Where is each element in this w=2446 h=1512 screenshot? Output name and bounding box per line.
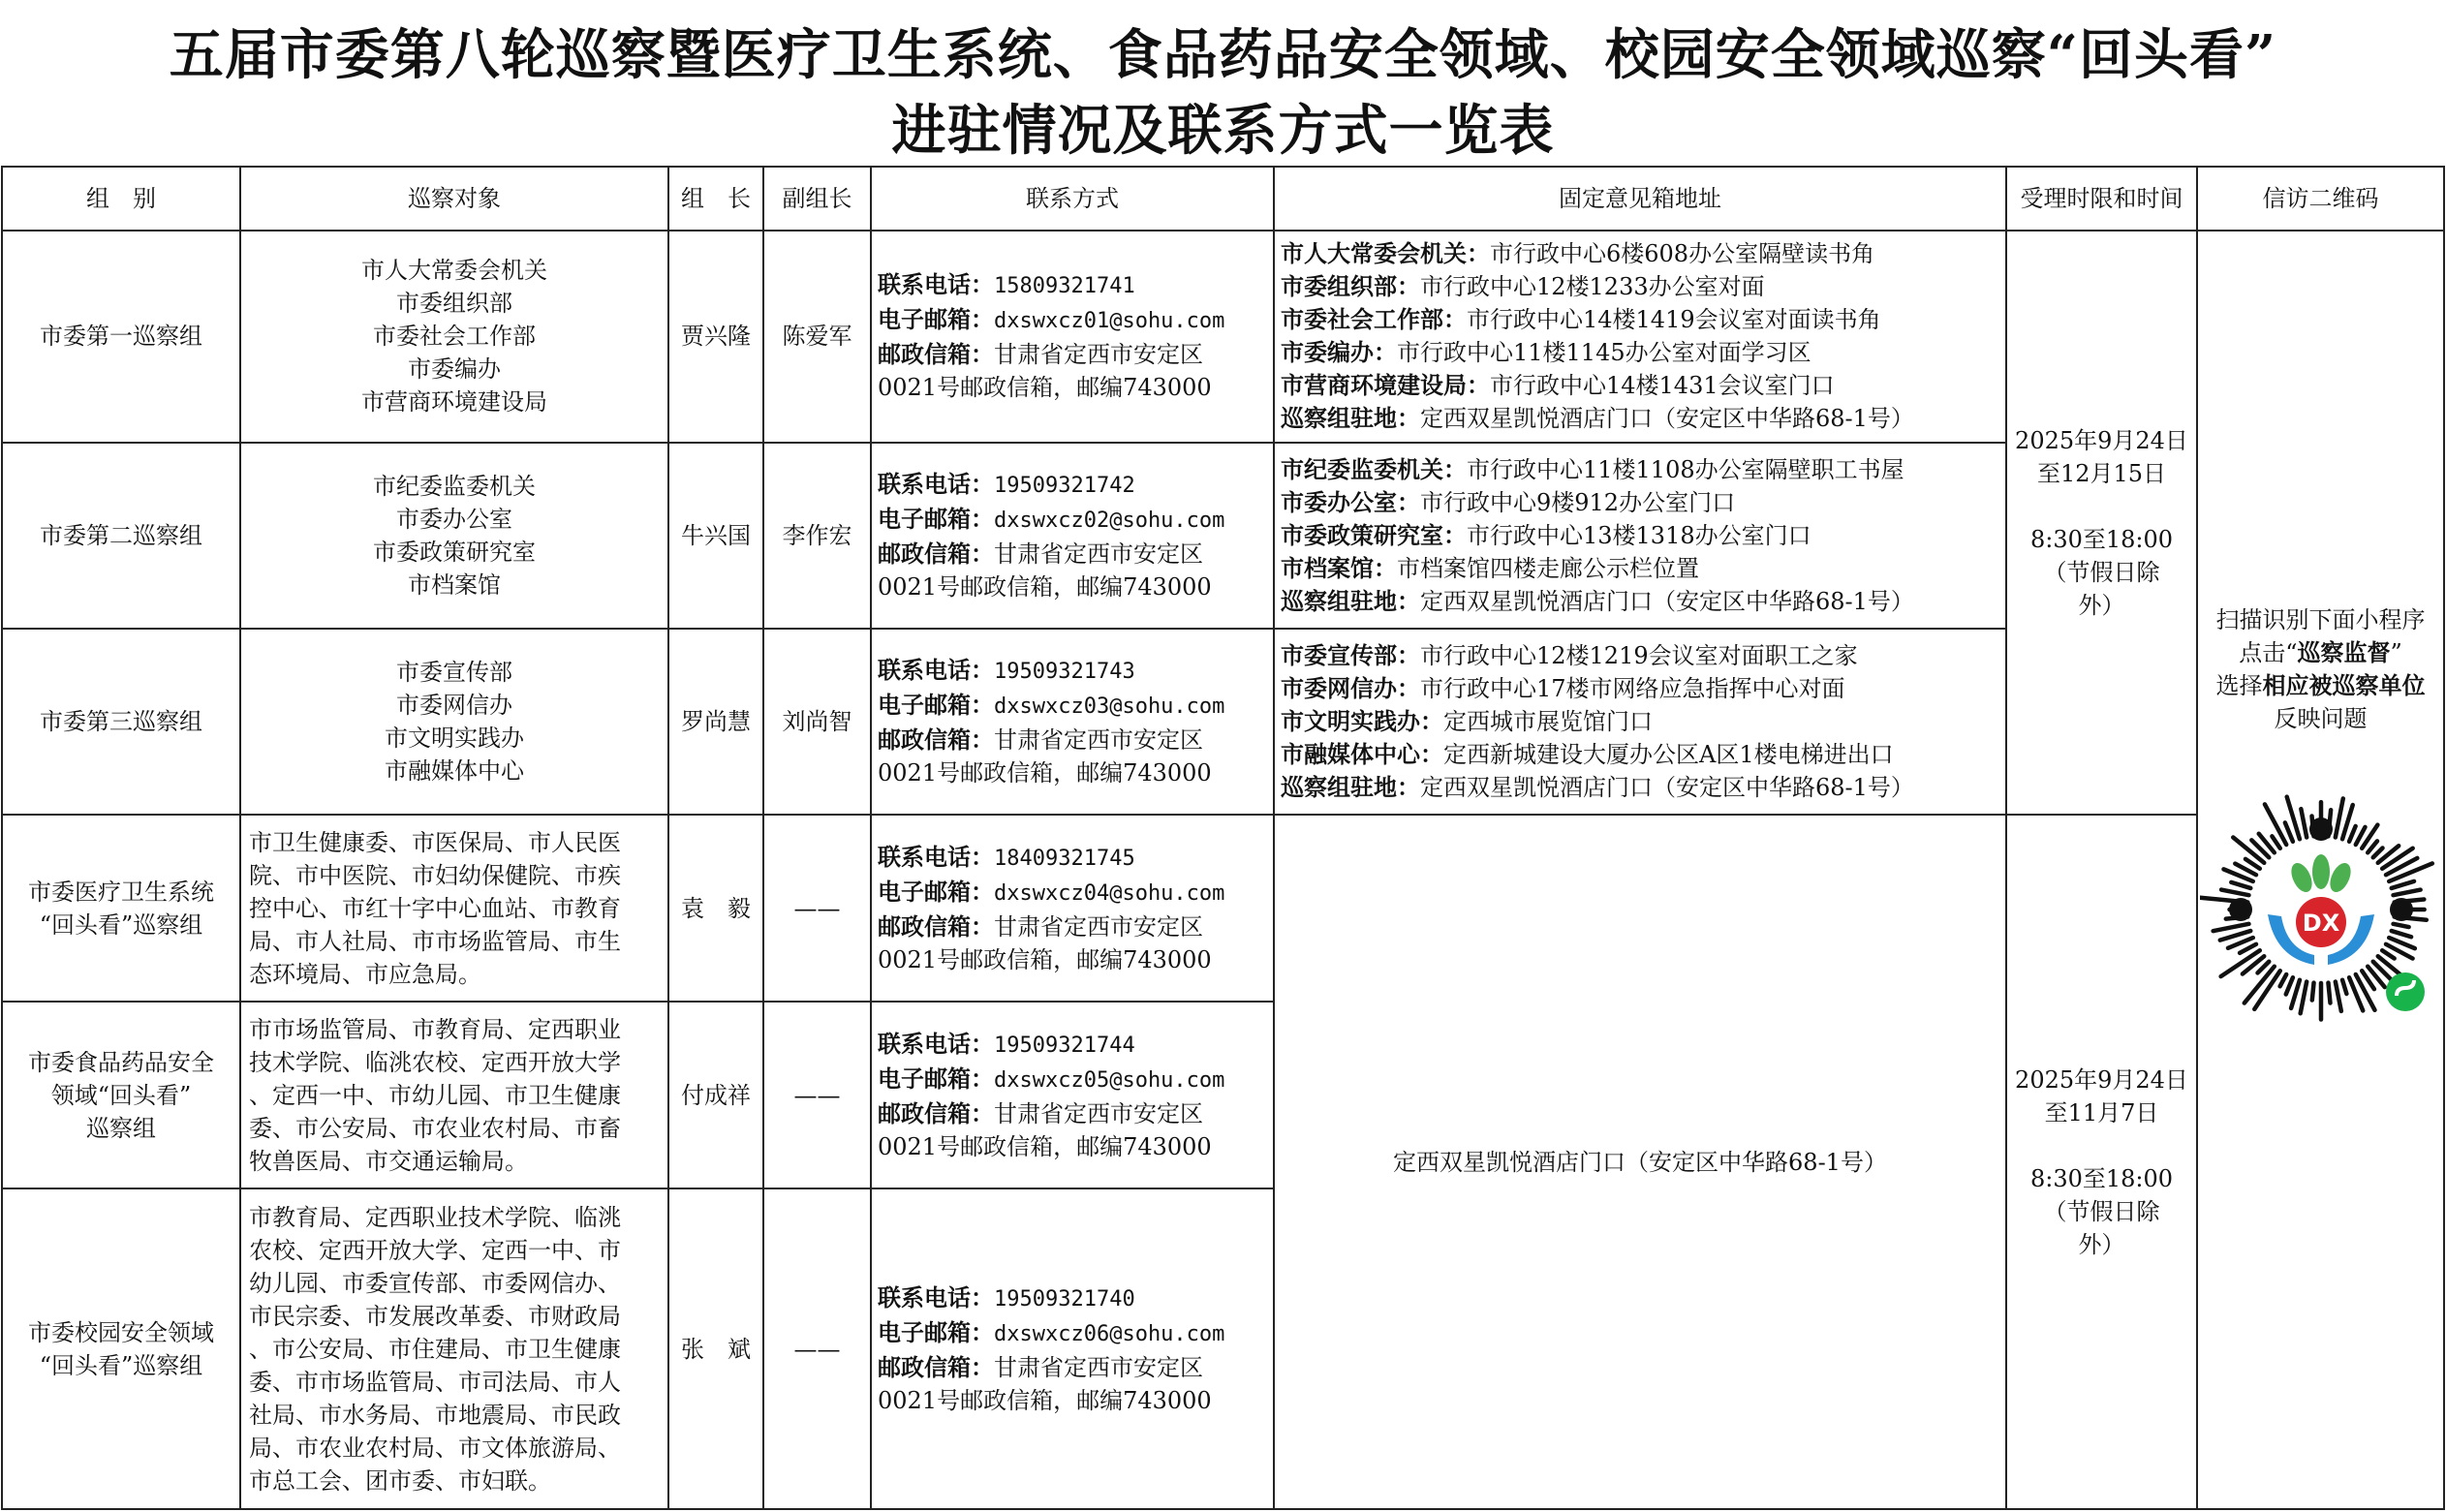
qr-ray <box>2349 826 2356 842</box>
mini-program-icon <box>2386 972 2425 1011</box>
target-line: 市总工会、团市委、市妇联。 <box>249 1466 551 1495</box>
contact-cell <box>871 815 1274 1001</box>
qr-line-1: 扫描识别下面小程序 <box>2215 606 2426 634</box>
mailbox-value: 市行政中心17楼市网络应急指挥中心对面 <box>1420 675 1845 703</box>
mailbox-key: 巡察组驻地： <box>1281 586 1420 615</box>
post-address-1: 甘肃省定西市安定区 <box>994 341 1203 369</box>
post-address-1: 甘肃省定西市安定区 <box>994 912 1203 941</box>
deputy-cell: 李作宏 <box>763 443 871 629</box>
mailbox-key: 市纪委监委机关： <box>1281 454 1467 483</box>
phone-label: 联系电话： <box>878 1029 994 1058</box>
post-address-2: 0021号邮政信箱，邮编743000 <box>878 945 1212 973</box>
header-deputy: 副组长 <box>763 167 871 231</box>
mailbox-key: 市委宣传部： <box>1281 641 1420 670</box>
mini-program-qr-code[interactable] <box>2200 788 2442 1031</box>
target-line: 委、市市场监管局、市司法局、市人 <box>249 1368 621 1396</box>
qr-anchor-top <box>2309 818 2333 841</box>
email-address[interactable]: dxswxcz02@sohu.com <box>994 508 1225 533</box>
qr-line-4: 反映问题 <box>2274 705 2368 733</box>
leaf-icon <box>2312 854 2330 889</box>
phone-label: 联系电话： <box>878 270 994 299</box>
group-cell: 市委第一巡察组 <box>2 231 240 442</box>
contact-cell <box>871 629 1274 815</box>
target-item: 市人大常委会机关 <box>361 257 547 285</box>
mailbox-value: 市行政中心11楼1145办公室对面学习区 <box>1397 339 1811 367</box>
group-name-line: 市委食品药品安全 <box>28 1048 214 1076</box>
target-line: 农校、定西开放大学、定西一中、市 <box>249 1236 621 1264</box>
mailbox-key: 市委政策研究室： <box>1281 520 1467 549</box>
header-leader: 组 长 <box>668 167 763 231</box>
mailbox-key: 市人大常委会机关： <box>1281 239 1490 268</box>
time-date: 2025年9月24日 <box>2015 426 2188 454</box>
target-item: 市委办公室 <box>396 505 512 533</box>
post-address-2: 0021号邮政信箱，邮编743000 <box>878 1386 1212 1414</box>
header-group: 组 别 <box>2 167 240 231</box>
qr-ray <box>2328 983 2330 1003</box>
mailbox-key: 市委编办： <box>1281 338 1397 367</box>
target-item: 市委宣传部 <box>396 659 512 687</box>
phone-number[interactable]: 15809321741 <box>994 274 1135 299</box>
post-address-1: 甘肃省定西市安定区 <box>994 726 1203 755</box>
target-item: 市纪委监委机关 <box>373 472 536 500</box>
mailbox-key: 市委网信办： <box>1281 674 1420 703</box>
mailbox-key: 市融媒体中心： <box>1281 740 1443 769</box>
contact-cell <box>871 443 1274 629</box>
group-name-line: “回头看”巡察组 <box>39 910 203 939</box>
mailbox-value: 市行政中心14楼1431会议室门口 <box>1490 372 1835 400</box>
group-cell: 市委第三巡察组 <box>2 629 240 815</box>
header-targets: 巡察对象 <box>240 167 668 231</box>
dx-logo-text: DX <box>2302 910 2339 938</box>
table-row <box>2 815 2444 1001</box>
target-line: 控中心、市红十字中心血站、市教育 <box>249 894 621 922</box>
mailbox-key: 市委组织部： <box>1281 272 1420 301</box>
phone-label: 联系电话： <box>878 469 994 498</box>
table-row <box>2 231 2444 442</box>
mailbox-key: 市营商环境建设局： <box>1281 371 1490 400</box>
qr-ray <box>2272 836 2279 848</box>
email-address[interactable]: dxswxcz01@sohu.com <box>994 309 1225 334</box>
phone-number[interactable]: 18409321745 <box>994 846 1135 871</box>
time-hours: 8:30至18:00 <box>2029 1164 2174 1192</box>
target-item: 市委社会工作部 <box>373 323 536 351</box>
mailbox-cell <box>1274 629 2006 815</box>
target-item: 市委网信办 <box>396 692 512 720</box>
header-contact: 联系方式 <box>871 167 1274 231</box>
target-item: 市委政策研究室 <box>373 538 536 566</box>
qr-ray <box>2311 983 2313 1001</box>
email-label: 电子邮箱： <box>878 305 994 334</box>
targets-cell <box>240 231 668 442</box>
qr-ray <box>2368 841 2377 852</box>
mailbox-value: 市行政中心6楼608办公室隔壁读书角 <box>1490 240 1875 268</box>
group-name-line: 市委校园安全领域 <box>28 1318 214 1346</box>
target-line: 市市场监管局、市教育局、定西职业 <box>249 1015 621 1043</box>
email-address[interactable]: dxswxcz05@sohu.com <box>994 1067 1225 1093</box>
qr-ray <box>2279 974 2286 986</box>
mailbox-key: 市委社会工作部： <box>1281 305 1467 334</box>
qr-line-2b: 巡察监督 <box>2297 638 2391 667</box>
mailbox-value: 定西新城建设大厦办公区A区1楼电梯进出口 <box>1443 741 1894 769</box>
time-date: 2025年9月24日 <box>2015 1065 2188 1094</box>
qr-line-2a: 点击“ <box>2239 639 2298 667</box>
qr-ray <box>2301 809 2307 837</box>
qr-ray <box>2389 864 2432 881</box>
mailbox-value: 市行政中心11楼1108办公室隔壁职工书屋 <box>1467 455 1904 483</box>
group-name-line: 市委医疗卫生系统 <box>28 878 214 906</box>
leader-cell: 付成祥 <box>668 1002 763 1188</box>
leader-cell: 袁 毅 <box>668 815 763 1001</box>
shared-mailbox-cell: 定西双星凯悦酒店门口（安定区中华路68-1号） <box>1274 815 2006 1509</box>
deputy-cell: 刘尚智 <box>763 629 871 815</box>
mailbox-value: 市行政中心12楼1233办公室对面 <box>1420 273 1765 301</box>
target-line: 局、市农业农村局、市文体旅游局、 <box>249 1434 621 1462</box>
qr-ray <box>2240 944 2256 953</box>
targets-cell <box>240 629 668 815</box>
leader-cell: 牛兴国 <box>668 443 763 629</box>
group-cell <box>2 1002 240 1188</box>
phone-label: 联系电话： <box>878 656 994 685</box>
post-label: 邮政信箱： <box>878 1098 994 1127</box>
email-address[interactable]: dxswxcz04@sohu.com <box>994 880 1225 906</box>
target-line: 院、市中医院、市妇幼保健院、市疾 <box>249 861 621 889</box>
qr-ray <box>2382 950 2394 958</box>
mailbox-value: 市行政中心14楼1419会议室对面读书角 <box>1467 306 1881 334</box>
email-label: 电子邮箱： <box>878 504 994 533</box>
post-address-1: 甘肃省定西市安定区 <box>994 1099 1203 1127</box>
group-name-line: 巡察组 <box>86 1114 156 1142</box>
target-line: 、市公安局、市住建局、市卫生健康 <box>249 1335 621 1363</box>
mailbox-value: 市行政中心9楼912办公室门口 <box>1420 488 1736 516</box>
header-mailbox: 固定意见箱地址 <box>1274 167 2006 231</box>
title-line-2: 进驻情况及联系方式一览表 <box>891 99 1555 163</box>
time-note: （节假日除 <box>2043 558 2160 586</box>
qr-ray <box>2257 962 2269 973</box>
post-address-1: 甘肃省定西市安定区 <box>994 1353 1203 1381</box>
mailbox-key: 市文明实践办： <box>1281 707 1443 736</box>
post-label: 邮政信箱： <box>878 1352 994 1381</box>
leader-cell: 贾兴隆 <box>668 231 763 442</box>
target-line: 社局、市水务局、市地震局、市民政 <box>249 1401 621 1429</box>
target-item: 市委组织部 <box>396 290 512 318</box>
phone-label: 联系电话： <box>878 842 994 871</box>
target-line: 市教育局、定西职业技术学院、临洮 <box>249 1203 621 1231</box>
post-address-2: 0021号邮政信箱，邮编743000 <box>878 1132 1212 1160</box>
targets-cell <box>240 815 668 1001</box>
mailbox-value: 市行政中心13楼1318办公室门口 <box>1467 521 1811 549</box>
qr-line-2c: ” <box>2390 639 2402 667</box>
qr-ray <box>2382 849 2412 869</box>
qr-ray <box>2213 924 2248 931</box>
group-name-line: “回头看”巡察组 <box>39 1351 203 1379</box>
post-address-2: 0021号邮政信箱，邮编743000 <box>878 759 1212 787</box>
qr-anchor-left <box>2229 898 2252 921</box>
target-item: 市融媒体中心 <box>385 757 524 786</box>
post-label: 邮政信箱： <box>878 539 994 568</box>
header-qr: 信访二维码 <box>2197 167 2444 231</box>
email-label: 电子邮箱： <box>878 691 994 720</box>
target-line: 、定西一中、市幼儿园、市卫生健康 <box>249 1081 621 1109</box>
mailbox-value: 定西双星凯悦酒店门口（安定区中华路68-1号） <box>1420 405 1914 433</box>
qr-ray <box>2393 890 2420 896</box>
deputy-cell: —— <box>763 1188 871 1509</box>
target-item: 市文明实践办 <box>385 725 524 753</box>
time-cell-2 <box>2006 815 2197 1509</box>
target-line: 技术学院、临洮农校、定西开放大学 <box>249 1048 621 1076</box>
phone-number[interactable]: 19509321740 <box>994 1286 1135 1311</box>
target-item: 市档案馆 <box>408 571 501 599</box>
time-note: 外） <box>2078 591 2125 619</box>
target-item: 市营商环境建设局 <box>361 388 547 417</box>
qr-ray <box>2231 882 2250 888</box>
qr-ray <box>2391 881 2413 888</box>
qr-ray <box>2284 822 2292 841</box>
time-hours: 8:30至18:00 <box>2029 525 2174 553</box>
post-label: 邮政信箱： <box>878 725 994 755</box>
mailbox-cell <box>1274 231 2006 442</box>
qr-line-3a: 选择 <box>2215 672 2263 700</box>
mailbox-cell <box>1274 443 2006 629</box>
phone-number[interactable]: 19509321743 <box>994 660 1135 685</box>
time-date: 至12月15日 <box>2036 459 2167 487</box>
mailbox-value: 定西城市展览馆门口 <box>1443 708 1653 736</box>
targets-cell <box>240 1002 668 1188</box>
mailbox-value: 市行政中心12楼1219会议室对面职工之家 <box>1420 642 1858 670</box>
contact-cell <box>871 231 1274 442</box>
group-cell <box>2 1188 240 1509</box>
target-line: 牧兽医局、市交通运输局。 <box>249 1147 528 1175</box>
qr-anchor-right <box>2390 898 2413 921</box>
leader-cell: 张 斌 <box>668 1188 763 1509</box>
time-date: 至11月7日 <box>2044 1098 2159 1126</box>
phone-number[interactable]: 19509321742 <box>994 473 1135 498</box>
mailbox-key: 市档案馆： <box>1281 553 1397 582</box>
title-line-1: 五届市委第八轮巡察暨医疗卫生系统、食品药品安全领域、校园安全领域巡察“回头看” <box>169 23 2277 87</box>
contact-cell <box>871 1188 1274 1509</box>
target-item: 市委编办 <box>408 355 501 384</box>
header-time: 受理时限和时间 <box>2006 167 2197 231</box>
post-address-2: 0021号邮政信箱，邮编743000 <box>878 374 1212 402</box>
qr-ray <box>2342 980 2346 994</box>
time-note: （节假日除 <box>2043 1197 2160 1225</box>
qr-line-3b: 相应被巡察单位 <box>2262 671 2426 700</box>
qr-ray <box>2335 799 2342 838</box>
group-cell <box>2 815 240 1001</box>
email-label: 电子邮箱： <box>878 877 994 906</box>
post-address-1: 甘肃省定西市安定区 <box>994 540 1203 568</box>
group-cell: 市委第二巡察组 <box>2 443 240 629</box>
mailbox-key: 巡察组驻地： <box>1281 773 1420 802</box>
contact-cell <box>871 1002 1274 1188</box>
time-note: 外） <box>2078 1230 2125 1258</box>
inspection-table <box>1 166 2445 1510</box>
leader-cell: 罗尚慧 <box>668 629 763 815</box>
qr-ray <box>2285 977 2292 994</box>
target-line: 市卫生健康委、市医保局、市人民医 <box>249 828 621 856</box>
deputy-cell: 陈爱军 <box>763 231 871 442</box>
target-line: 态环境局、市应急局。 <box>249 960 481 988</box>
qr-ray <box>2335 982 2340 1011</box>
qr-ray <box>2300 982 2306 1014</box>
group-name-line: 领域“回头看” <box>50 1081 192 1109</box>
qr-ray <box>2372 849 2382 858</box>
targets-cell <box>240 443 668 629</box>
post-label: 邮政信箱： <box>878 340 994 369</box>
target-line: 局、市人社局、市市场监管局、市生 <box>249 927 621 955</box>
qr-ray <box>2245 859 2259 869</box>
post-address-2: 0021号邮政信箱，邮编743000 <box>878 572 1212 601</box>
target-line: 幼儿园、市委宣传部、市委网信办、 <box>249 1269 621 1297</box>
time-cell-1 <box>2006 231 2197 815</box>
mailbox-value: 定西双星凯悦酒店门口（安定区中华路68-1号） <box>1420 774 1914 802</box>
target-line: 委、市公安局、市农业农村局、市畜 <box>249 1114 621 1142</box>
email-address[interactable]: dxswxcz06@sohu.com <box>994 1321 1225 1346</box>
header-row <box>2 167 2444 231</box>
deputy-cell: —— <box>763 815 871 1001</box>
qr-instructions <box>2198 603 2443 735</box>
page-title <box>0 17 2446 169</box>
qr-ray <box>2221 890 2248 896</box>
phone-number[interactable]: 19509321744 <box>994 1033 1135 1058</box>
deputy-cell: —— <box>763 1002 871 1188</box>
targets-cell <box>240 1188 668 1509</box>
target-line: 市民宗委、市发展改革委、市财政局 <box>249 1302 621 1330</box>
qr-ray <box>2391 931 2410 937</box>
post-label: 邮政信箱： <box>878 911 994 941</box>
mailbox-value: 市档案馆四楼走廊公示栏位置 <box>1397 554 1699 582</box>
email-label: 电子邮箱： <box>878 1064 994 1093</box>
mailbox-key: 市委办公室： <box>1281 487 1420 516</box>
mailbox-value: 定西双星凯悦酒店门口（安定区中华路68-1号） <box>1420 587 1914 615</box>
mailbox-key: 巡察组驻地： <box>1281 404 1420 433</box>
qr-ray <box>2393 924 2408 927</box>
email-label: 电子邮箱： <box>878 1317 994 1346</box>
email-address[interactable]: dxswxcz03@sohu.com <box>994 694 1225 720</box>
qr-cell <box>2197 231 2444 1509</box>
phone-label: 联系电话： <box>878 1282 994 1311</box>
